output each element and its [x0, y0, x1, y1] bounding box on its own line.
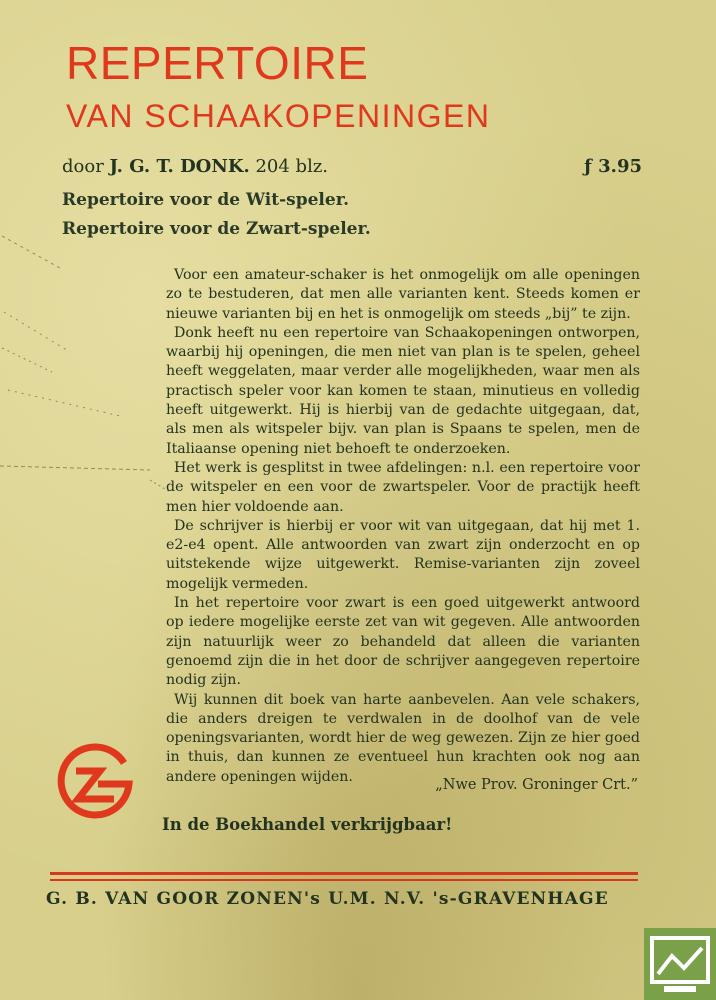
price: ƒ 3.95 [584, 156, 642, 177]
author-name: J. G. T. DONK. [109, 156, 250, 177]
page-count: 204 blz. [255, 156, 329, 177]
subheading-black: Repertoire voor de Zwart-speler. [62, 219, 371, 239]
review-paragraph: Voor een amateur-schaker is het onmogelijk om alle openingen zo te bestuderen, dat men alle varianten kent. Steeds komen er nieuwe varianten bij en het is onmogelijk om steeds „bij” te zijn. [166, 267, 640, 322]
availability-note: In de Boekhandel verkrijgbaar! [162, 815, 453, 834]
review-text [166, 266, 640, 787]
review-paragraph: Donk heeft nu een repertoire van Schaakopeningen ontworpen, waarbij hij openingen, die men niet van plan is te spelen, geheel heeft weggelaten, maar verder alle mogelijkheden, waar men als practisch speler voor kan komen te staan, minutieus en volledig heeft uitgewerkt. Hij is hierbij van de gedachte uitgegaan, dat, als men als witspeler bijv. van plan is Spaans te spelen, men de Italiaanse opening niet behoeft te onderzoeken. [166, 324, 640, 457]
book-subtitle: VAN SCHAAKOPENINGEN [66, 98, 491, 134]
review-paragraph: Het werk is gesplitst in twee afdelingen: n.l. een repertoire voor de witspeler en een voor de zwartspeler. Voor de practijk heeft men hier voldoende aan. [166, 459, 640, 515]
book-title: REPERTOIRE [66, 37, 369, 89]
watermark-icon [644, 928, 716, 1000]
publisher-line: G. B. VAN GOOR ZONEN's U.M. N.V. 's-GRAVENHAGE [46, 889, 609, 909]
review-paragraph: In het repertoire voor zwart is een goed uitgewerkt antwoord op iedere mogelijke eerste zet van wit gegeven. Alle antwoorden zijn natuurlijk weer zo behandeld dat alleen die varianten genoemd zijn die in het door de schrijver aangegeven repertoire nodig zijn. [166, 595, 640, 689]
divider-line [50, 879, 638, 881]
subheading-white: Repertoire voor de Wit-speler. [62, 190, 350, 210]
review-source: „Nwe Prov. Groninger Crt.” [435, 777, 638, 793]
review-paragraph: Wij kunnen dit boek van harte aanbevelen. Aan vele schakers, die anders dreigen te verdwalen in de doolhof van de vele openingsvarianten, wordt hier de weg gewezen. Zijn ze hier goed in thuis, dan kunnen ze eventueel hun krachten ook nog aan andere openingen wijden. [166, 691, 640, 785]
review-paragraph: De schrijver is hierbij er voor wit van uitgegaan, dat hij met 1. e2-e4 opent. Alle antwoorden van zwart zijn onderzocht en op uitstekende wijze uitgewerkt. Remise-varianten zijn zoveel mogelijk vermeden. [166, 517, 640, 592]
author-prefix: door [62, 156, 104, 177]
divider-line [50, 872, 638, 875]
author-line [62, 156, 328, 177]
publisher-monogram-icon [52, 741, 138, 827]
